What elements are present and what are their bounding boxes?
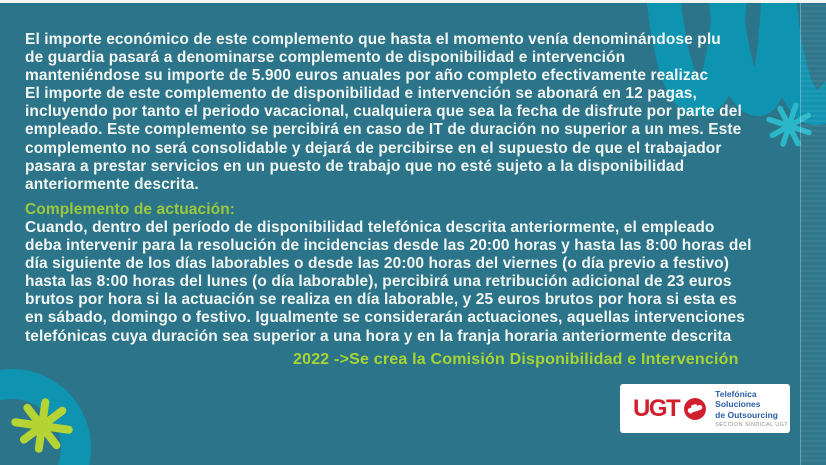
right-edge-strip bbox=[800, 0, 826, 465]
paragraph-line: en sábado, domingo o festivo. Igualmente se considerarán actuaciones, aquellas intervenciones bbox=[25, 309, 745, 327]
milestone-text: 2022 ->Se crea la Comisión Disponibilidad e Intervención bbox=[293, 351, 739, 368]
top-border bbox=[0, 0, 826, 3]
paragraph-line: empleado. Este complemento se percibirá en caso de IT de duración no superior a un mes. Este bbox=[25, 121, 742, 139]
org-name-line: Soluciones bbox=[715, 399, 761, 410]
org-name-line: Telefónica bbox=[715, 388, 757, 399]
handshake-icon bbox=[683, 397, 707, 421]
section-heading: Complemento de actuación: bbox=[25, 200, 236, 218]
paragraph-line: manteniéndose su importe de 5.900 euros anuales por año completo efectivamente realizac bbox=[25, 67, 709, 85]
body-paragraph-2 bbox=[25, 201, 815, 346]
paragraph-line: pasara a prestar servicios en un puesto de trabajo que no esté sujeto a la disponibilidad bbox=[25, 157, 685, 175]
body-paragraph-1 bbox=[25, 31, 815, 194]
paragraph-line: anteriormente descrita. bbox=[25, 175, 199, 193]
ugt-logo bbox=[620, 384, 790, 433]
paragraph-gap bbox=[25, 194, 815, 201]
logo-text-column bbox=[715, 389, 788, 429]
paragraph-line: telefónicas cuya duración sea superior a una hora y en la franja horaria anteriormente descrita bbox=[25, 327, 732, 345]
paragraph-line: de guardia pasará a denominarse complemento de disponibilidad e intervención bbox=[25, 49, 626, 67]
org-name-line: de Outsourcing bbox=[715, 409, 778, 420]
paragraph-line: incluyendo por tanto el periodo vacacional, cualquiera que sea la fecha de disfrute por parte del bbox=[25, 103, 742, 121]
section-label: SECCION SINDICAL UGT bbox=[715, 422, 789, 429]
paragraph-line: complemento no será consolidable y dejará de percibirse en el supuesto de que el trabajador bbox=[25, 139, 722, 157]
paragraph-line: El importe económico de este complemento que hasta el momento venía denominándose plu bbox=[25, 31, 721, 48]
paragraph-line: Cuando, dentro del período de disponibilidad telefónica descrita anteriormente, el empleado bbox=[25, 218, 715, 236]
slide-body-text bbox=[25, 31, 815, 346]
paragraph-line: día siguiente de los días laborables o desde las 20:00 horas del viernes (o día previo a festivo) bbox=[25, 255, 729, 273]
paragraph-line: deba intervenir para la resolución de incidencias desde las 20:00 horas y hasta las 8:00 horas del bbox=[25, 237, 752, 255]
paragraph-line: brutos por hora si la actuación se realiza en día laborable, y 25 euros brutos por hora si esta es bbox=[25, 291, 737, 309]
paragraph-line: hasta las 8:00 horas del lunes (o día laborable), percibirá una retribución adicional de 23 euros bbox=[25, 273, 732, 291]
ugt-acronym: UGT bbox=[633, 394, 680, 422]
paragraph-line: El importe de este complemento de disponibilidad e intervención se abonará en 12 pagas, bbox=[25, 85, 697, 103]
